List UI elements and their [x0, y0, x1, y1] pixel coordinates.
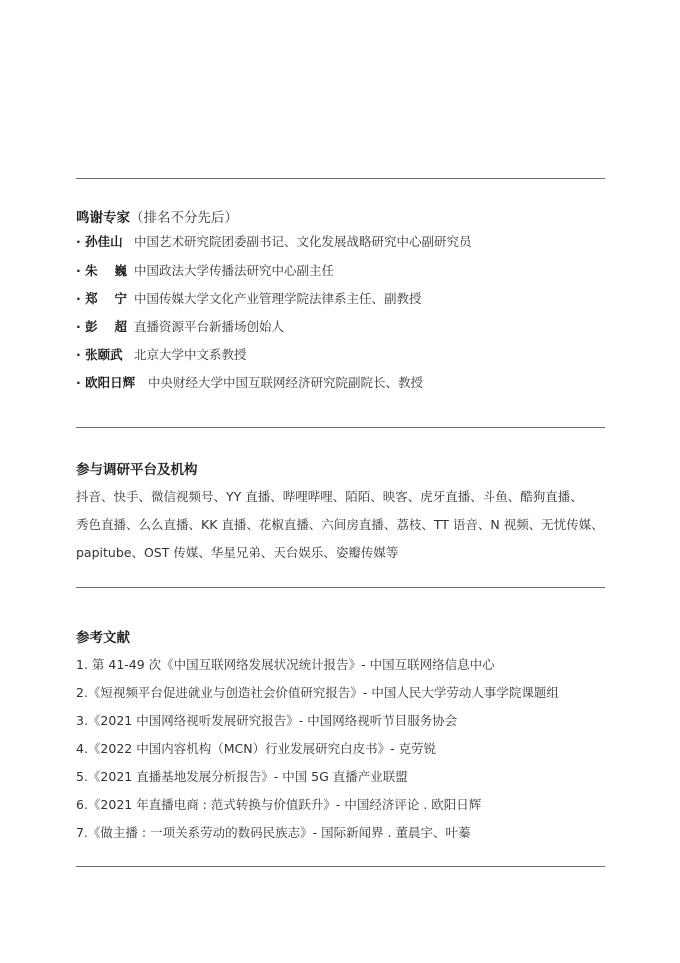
reference-item: 1. 第 41-49 次《中国互联网络发展状况统计报告》- 中国互联网络信息中心: [76, 657, 495, 672]
divider-top: [76, 178, 605, 179]
expert-name: · 朱 巍: [76, 263, 127, 278]
expert-row: [76, 263, 334, 279]
expert-name: · 欧阳日辉: [76, 375, 136, 390]
expert-row: [76, 291, 422, 307]
platforms-heading: 参与调研平台及机构: [76, 462, 198, 478]
acknowledgments-note: （排名不分先后）: [130, 210, 238, 226]
references-heading: 参考文献: [76, 630, 130, 646]
divider-bottom: [76, 866, 605, 867]
divider-middle: [76, 427, 605, 428]
expert-desc: 中国传媒大学文化产业管理学院法律系主任、副教授: [134, 291, 422, 306]
expert-desc: 直播资源平台新播场创始人: [134, 319, 285, 334]
acknowledgments-heading: [76, 206, 238, 226]
reference-item: 6.《2021 年直播电商 : 范式转换与价值跃升》- 中国经济评论 . 欧阳日辉: [76, 797, 482, 812]
expert-row: [76, 375, 423, 391]
reference-item: 5.《2021 直播基地发展分析报告》- 中国 5G 直播产业联盟: [76, 769, 408, 784]
reference-item: 7.《做主播 : 一项关系劳动的数码民族志》- 国际新闻界 . 董晨宇、叶蓁: [76, 825, 471, 840]
platforms-line: 抖音、快手、微信视频号、YY 直播、哔哩哔哩、陌陌、映客、虎牙直播、斗鱼、酷狗直播、: [76, 489, 583, 504]
reference-item: 3.《2021 中国网络视听发展研究报告》- 中国网络视听节目服务协会: [76, 713, 458, 728]
expert-row: [76, 319, 284, 335]
expert-name: · 孙佳山: [76, 234, 123, 249]
expert-name: · 张颐武: [76, 347, 123, 362]
acknowledgments-title: 鸣谢专家: [76, 210, 130, 226]
expert-name: · 彭 超: [76, 319, 127, 334]
expert-desc: 中央财经大学中国互联网经济研究院副院长、教授: [148, 375, 424, 390]
reference-item: 2.《短视频平台促进就业与创造社会价值研究报告》- 中国人民大学劳动人事学院课题组: [76, 685, 559, 700]
expert-row: [76, 347, 247, 363]
expert-name: · 郑 宁: [76, 291, 127, 306]
expert-desc: 中国政法大学传播法研究中心副主任: [134, 263, 335, 278]
expert-desc: 中国艺术研究院团委副书记、文化发展战略研究中心副研究员: [134, 234, 472, 249]
expert-desc: 北京大学中文系教授: [134, 347, 247, 362]
platforms-line: papitube、OST 传媒、华星兄弟、天台娱乐、姿瓣传媒等: [76, 545, 399, 560]
platforms-line: 秀色直播、么么直播、KK 直播、花椒直播、六间房直播、荔枝、TT 语音、N 视频、无忧传媒、: [76, 517, 604, 532]
divider-lower: [76, 587, 605, 588]
reference-item: 4.《2022 中国内容机构（MCN）行业发展研究白皮书》- 克劳锐: [76, 741, 437, 756]
expert-row: [76, 234, 472, 250]
